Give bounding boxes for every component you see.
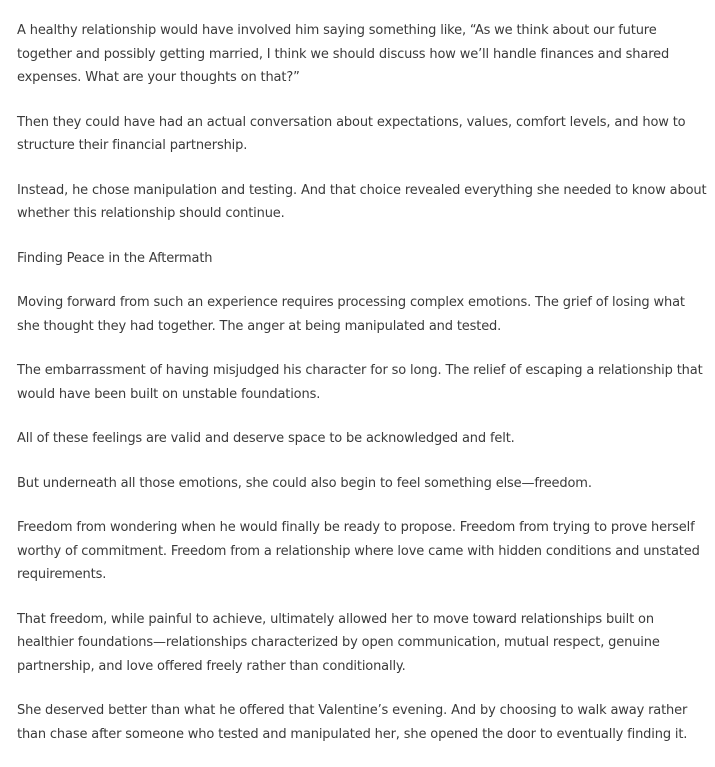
paragraph: But underneath all those emotions, she could also begin to feel something else—freedom. (17, 475, 592, 491)
paragraph: Freedom from wondering when he would finally be ready to propose. Freedom from trying to prove herself worthy of commitment. Freedom from a relationship where love came with hidden conditions and unstated requirements. (17, 520, 700, 582)
article-body (17, 19, 707, 767)
paragraph: Moving forward from such an experience requires processing complex emotions. The grief of losing what she thought they had together. The anger at being manipulated and tested. (17, 295, 685, 334)
paragraph: All of these feelings are valid and deserve space to be acknowledged and felt. (17, 431, 515, 446)
paragraph: A healthy relationship would have involved him saying something like, “As we think about our future together and possibly getting married, I think we should discuss how we’ll handle finances and shared expenses. What are your thoughts on that?” (17, 23, 670, 85)
section-heading: Finding Peace in the Aftermath (17, 250, 213, 266)
paragraph: She deserved better than what he offered that Valentine’s evening. And by choosing to walk away rather than chase after someone who tested and manipulated her, she opened the door to eventually finding it. (17, 703, 688, 742)
paragraph: That freedom, while painful to achieve, ultimately allowed her to move toward relationships built on healthier foundations—relationships characterized by open communication, mutual respect, genuine partnership, and love offered freely rather than conditionally. (17, 611, 660, 674)
paragraph: Then they could have had an actual conversation about expectations, values, comfort levels, and how to structure their financial partnership. (17, 114, 686, 153)
paragraph: Instead, he chose manipulation and testing. And that choice revealed everything she needed to know about whether this relationship should continue. (17, 182, 707, 221)
paragraph: The embarrassment of having misjudged his character for so long. The relief of escaping a relationship that would have been built on unstable foundations. (17, 363, 703, 402)
